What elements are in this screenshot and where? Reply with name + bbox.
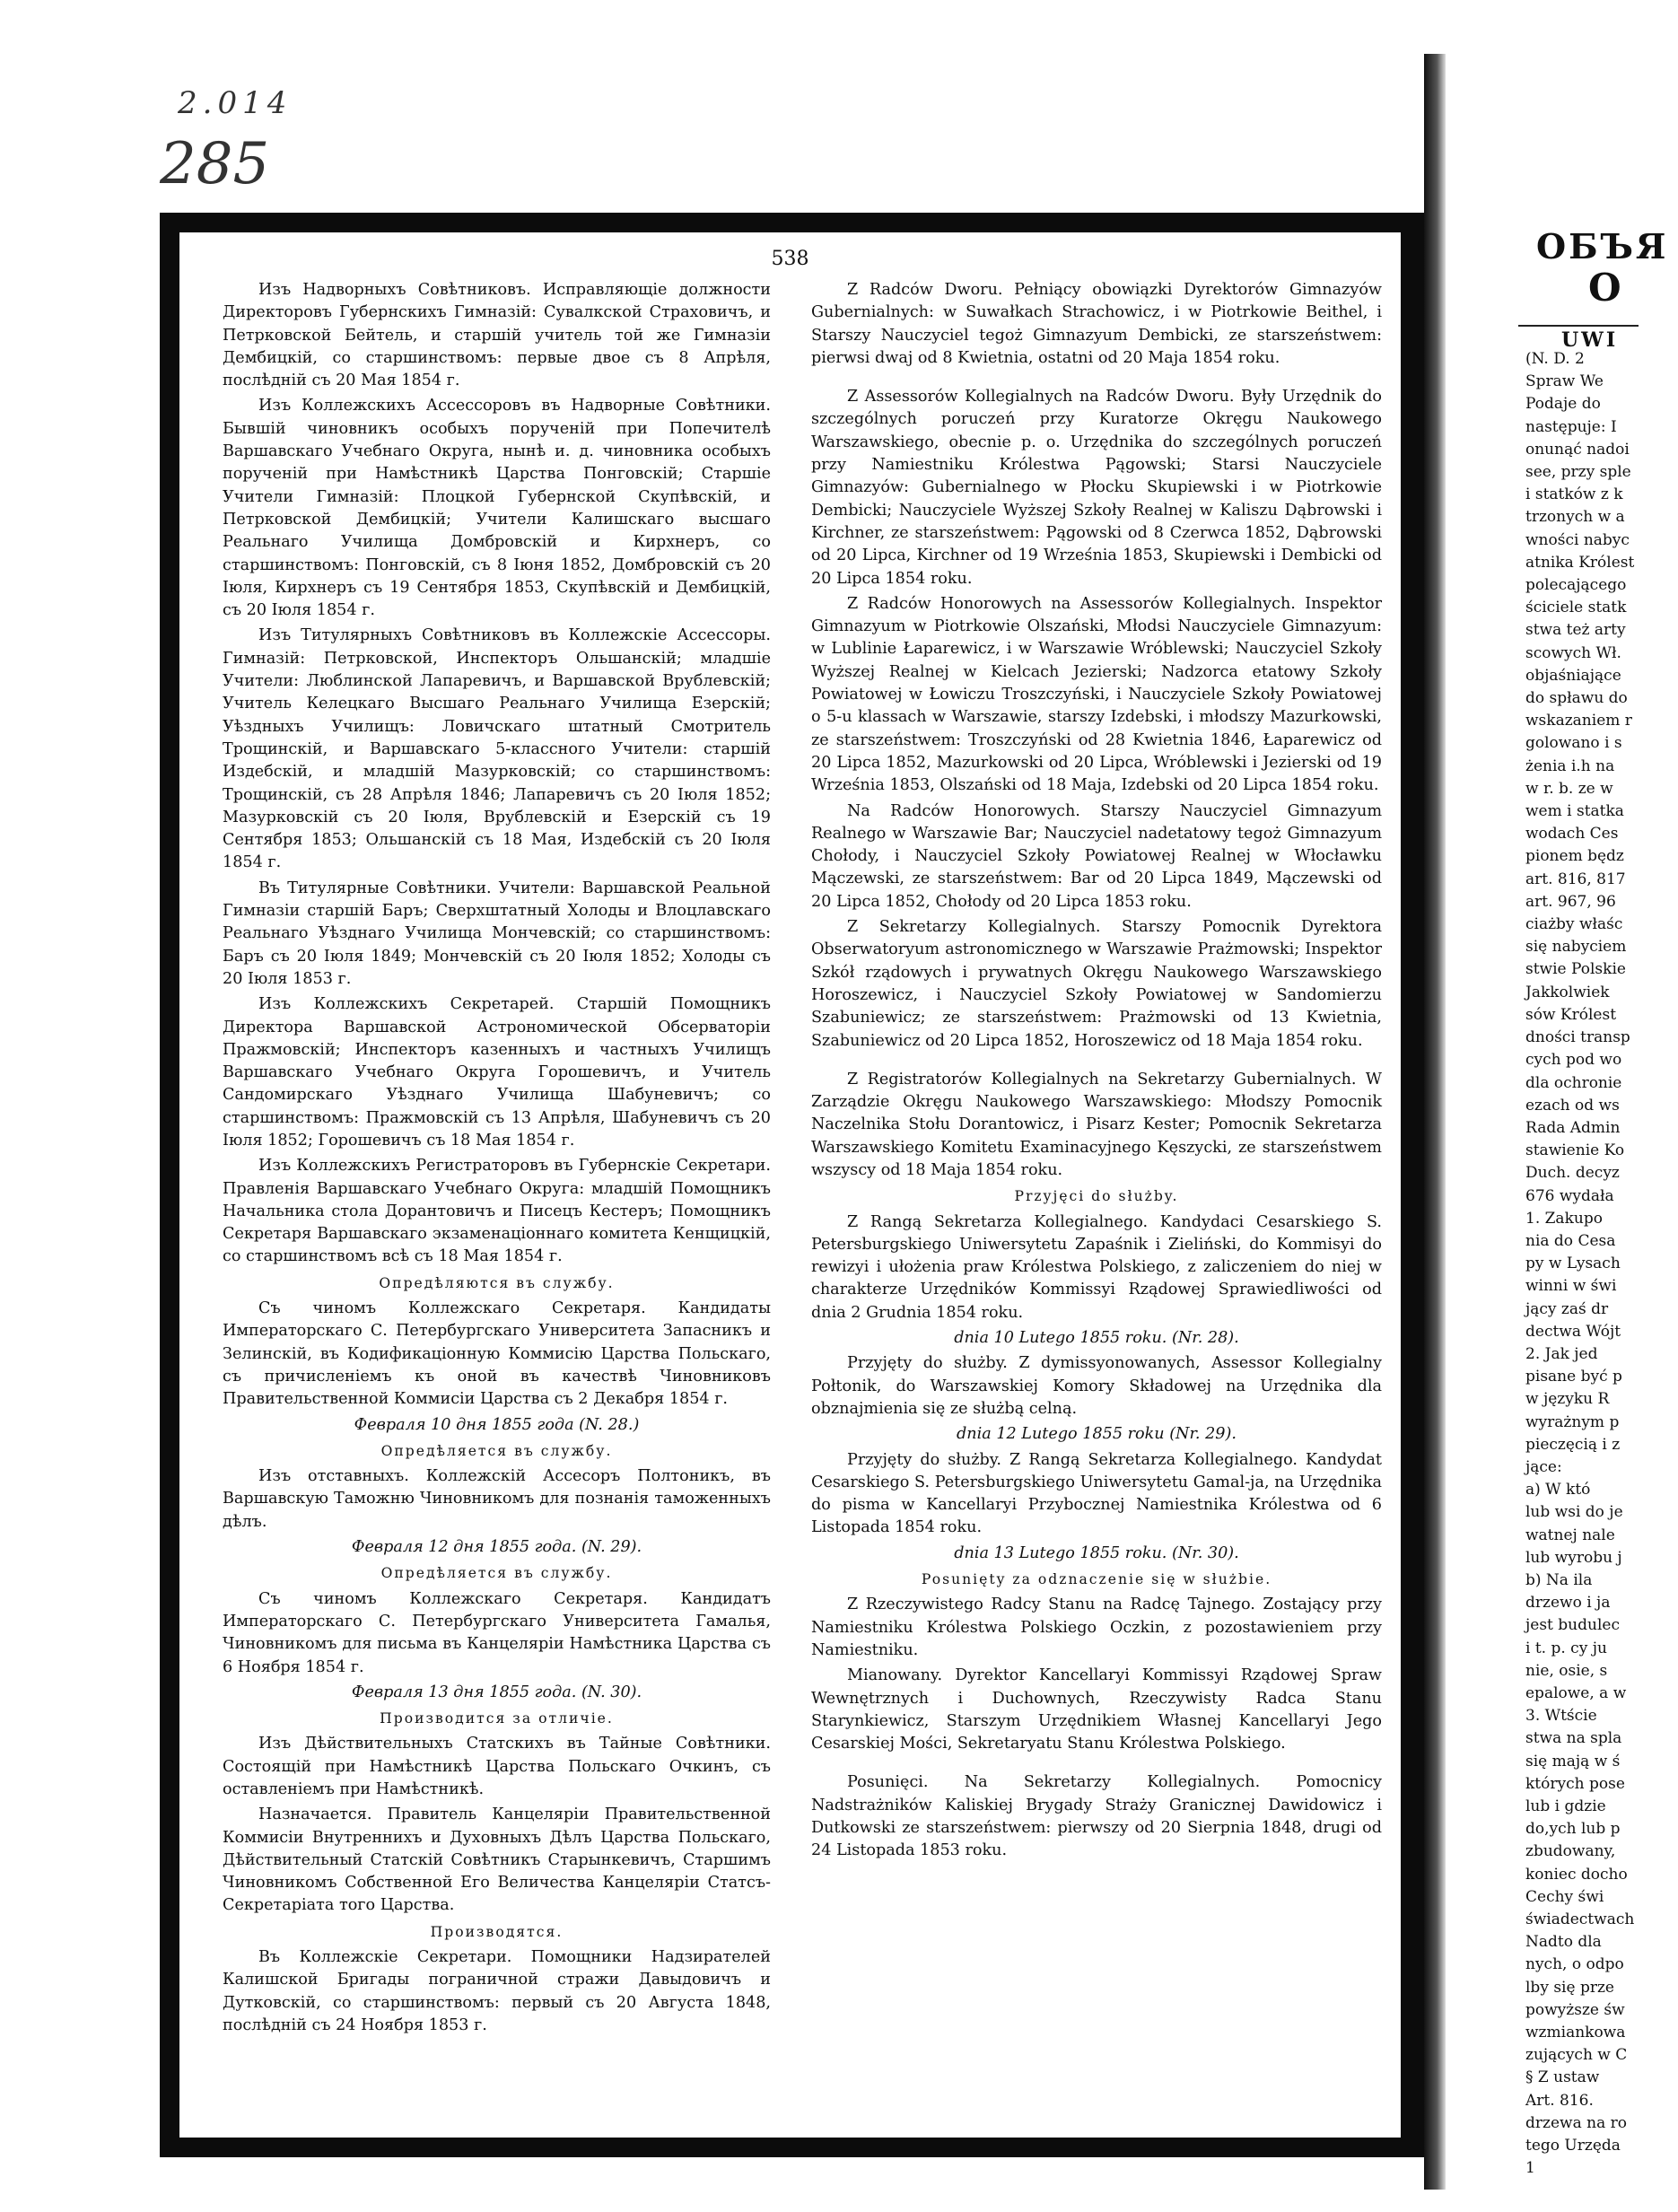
paragraph: Съ чиномъ Коллежскаго Секретаря. Кандидаты Императорскаго С. Петербургскаго Университета Запасникъ и Зелинскій, въ Кодификаціонную Коммисію Царства Польскаго, съ причисленіемъ къ оной въ качествѣ Чиновниковъ Правительственной Коммисіи Царства съ 2 Декабря 1854 г. — [223, 1299, 771, 1409]
section-heading: Przyjęci do służby. — [1014, 1188, 1179, 1205]
page-gutter-shadow — [1424, 54, 1446, 2190]
paragraph: Въ Титулярные Совѣтники. Учители: Варшавской Реальной Гимназіи старшій Баръ; Сверхштатный Холоды и Влоцлавскаго Реальнаго Уѣзднаго Училища Мончевскій; со старшинствомъ: Баръ съ 20 Іюля 1849; Мончевскій съ 20 Іюля 1852; Холоды съ 20 Іюля 1853 г. — [223, 879, 771, 988]
paragraph: Z Radców Honorowych na Assessorów Kollegialnych. Inspektor Gimnazyum w Piotrkowie Olszański, Młodsi Nauczyciele Gimnazyum: w Lublinie Łaparewicz, i w Warszawie Wróblewski; Nauczyciel Szkoły Wyższej Realnej w Kielcach Jezierski; Nadzorca etatowy Szkoły Powiatowej w Łowiczu Troszczyński, i Nauczyciele Szkoły Powiatowej o 5-u klassach w Warszawie, starszy Izdebski, i młodszy Mazurkowski, ze starszeństwem: Troszczyński od 28 Kwietnia 1846, Łaparewicz od 20 Lipca 1852, Mazurkowski od 20 Lipca, Wróblewski i Jezierski od 19 Września 1853, Olszański od 18 Maja, Izdebski od 20 Lipca 1854 roku. — [811, 594, 1382, 795]
margin-note-top: 2.014 — [178, 85, 293, 121]
section-heading: Опредѣляется въ службу. — [380, 1565, 613, 1582]
margin-note-archive-number: 285 — [160, 131, 270, 197]
paragraph: Z Registratorów Kollegialnych na Sekretarzy Gubernialnych. W Zarządzie Okręgu Naukowego Warszawskiego: Młodszy Pomocnik Naczelnika Stołu Dorantowicz, i Pisarz Kester; Pomocnik Sekretarza Warszawskiego Komitetu Examinacyjnego Kęszycki, ze starszeństwem wszyscy od 18 Maja 1854 roku. — [811, 1070, 1382, 1179]
paragraph: Въ Коллежскіе Секретари. Помощники Надзирателей Калишской Бригады пограничной стражи Давыдовичъ и Дутковскій, со старшинствомъ: первый съ 20 Августа 1848, послѣдній съ 24 Ноября 1853 г. — [223, 1948, 771, 2034]
decree-date: dnia 12 Lutego 1855 roku (Nr. 29). — [957, 1425, 1237, 1444]
paragraph: Na Radców Honorowych. Starszy Nauczyciel Gimnazyum Realnego w Warszawie Bar; Nauczyciel nadetatowy tegoż Gimnazyum Chołody, i Nauczyciel Szkoły Powiatowej Realnej w Włocławku Mączewski, ze starszeństwem: Bar od 20 Lipca 1849, Mączewski od 20 Lipca 1852, Chołody od 20 Lipca 1853 roku. — [811, 801, 1382, 911]
paragraph: Z Rangą Sekretarza Kollegialnego. Kandydaci Cesarskiego S. Petersburgskiego Uniwersytetu Zapaśnik i Zieliński, do Kommisyi do rewizyi i ułożenia praw Królestwa Polskiego, z zaliczeniem do niej w charakterze Urzędników Kommissyi Rządowej Sprawiedliwości od dnia 2 Grudnia 1854 roku. — [811, 1212, 1382, 1322]
paragraph: Posunięci. Na Sekretarzy Kollegialnych. Pomocnicy Nadstrażników Kaliskiej Brygady Straży Granicznej Dawidowicz i Dutkowski ze starszeństwem: pierwszy od 20 Sierpnia 1848, drugi od 24 Listopada 1853 roku. — [811, 1773, 1382, 1860]
paragraph: Изъ Коллежскихъ Регистраторовъ въ Губернскіе Секретари. Правленія Варшавскаго Учебнаго Округа: младшій Помощникъ Начальника стола Дорантовичъ и Писецъ Кестеръ; Помощникъ Секретаря Варшавскаго экзаменаціоннаго комитета Кенщицкій, со старшинствомъ всѣ съ 18 Мая 1854 г. — [223, 1157, 771, 1266]
printed-page-frame — [160, 213, 1420, 2157]
paragraph: Изъ Коллежскихъ Ассессоровъ въ Надворные Совѣтники. Бывшій чиновникъ особыхъ порученій при Попечителѣ Варшавскаго Учебнаго Округа, нынѣ и. д. чиновника особыхъ порученій при Намѣстникѣ Царства Понговскій; Старшіе Учители Гимназій: Плоцкой Губернской Скупѣвскій, и Петрковской Дембицкій; Учители Калишскаго высшаго Реальнаго Училища Домбровскій и Кирхнеръ, со старшинствомъ: Понговскій, съ 8 Іюня 1852, Домбровскій съ 20 Іюля, Кирхнеръ съ 19 Сентября 1853, Скупѣвскій и Дембицкій, съ 20 Іюля 1854 г. — [223, 397, 771, 620]
section-heading: Опредѣляется въ службу. — [380, 1442, 613, 1459]
paragraph: Съ чиномъ Коллежскаго Секретаря. Кандидатъ Императорскаго С. Петербургскаго Университета Гамалья, Чиновникомъ для письма въ Канцеляріи Намѣстника Царства съ 6 Ноября 1854 г. — [223, 1589, 771, 1676]
section-heading: Производятся. — [430, 1923, 564, 1940]
adjacent-heading-rule — [1518, 325, 1639, 327]
decree-date: dnia 13 Lutego 1855 roku. (Nr. 30). — [954, 1543, 1239, 1562]
paragraph: Изъ Надворныхъ Совѣтниковъ. Исправляющіе должности Директоровъ Губернскихъ Гимназій: Сувалкской Страховичъ, и Петрковской Бейтель, и старшій учитель той же Гимназіи Дембицкій, со старшинствомъ: первые двое съ 8 Апрѣля, послѣдній съ 20 Мая 1854 г. — [223, 281, 771, 390]
section-heading: Производится за отличіе. — [380, 1710, 614, 1727]
polish-column — [811, 279, 1382, 1863]
adjacent-heading-line1: ОБЪЯ — [1536, 226, 1669, 267]
paragraph: Z Rzeczywistego Radcy Stanu na Radcę Tajnego. Zostający przy Namiestniku Królestwa Polskiego Oczkin, z pozostawieniem przy Namiestniku. — [811, 1596, 1382, 1659]
paragraph: Z Sekretarzy Kollegialnych. Starszy Pomocnik Dyrektora Obserwatoryum astronomicznego w Warszawie Prażmowski; Inspektor Szkół rządowych i prywatnych Okręgu Naukowego Warszawskiego Horoszewicz, i Nauczyciel Szkoły Powiatowej w Sandomierzu Szabuniewicz; ze starszeństwem: Prażmowski od 13 Kwietnia, Szabuniewicz od 20 Lipca 1852, Horoszewicz od 18 Maja 1854 roku. — [811, 918, 1382, 1050]
paragraph: Mianowany. Dyrektor Kancellaryi Kommissyi Rządowej Spraw Wewnętrznych i Duchownych, Rzeczywisty Radca Stanu Starynkiewicz, Starszym Urzędnikiem Własnej Kancellaryi Jego Cesarskiej Mości, Sekretaryatu Stanu Królestwa Polskiego. — [811, 1666, 1382, 1753]
paragraph: Изъ Дѣйствительныхъ Статскихъ въ Тайные Совѣтники. Состоящій при Намѣстникѣ Царства Польскаго Очкинъ, съ оставленіемъ при Намѣстникѣ. — [223, 1735, 771, 1798]
adjacent-page-text: (N. D. 2 Spraw We Podaje do następuje: I onunąć nadoi see, przy sple i statków z k trzonych w a wności nabyc atnika Królest polecającego ściciele statk stwa też arty scowych Wł. objaśniające do spławu do wskazaniem r golowano i s żenia i.h na w r. b. ze w wem i statka wodach Ces pionem będz art. 816, 817 art. 967, 96 ciażby właśc się nabyciem stwie Polskie Jakkolwiek sów Królest dności transp cych pod wo dla ochronie ezach od ws Rada Admin stawienie Ko Duch. decyz 676 wydała 1. Zakupo nia do Cesa py w Lysach winni w świ jący zaś dr dectwa Wójt 2. Jak jed pisane być p w języku R wyrażnym p pieczęcią i z jące: a) W któ lub wsi do je watnej nale lub wyrobu j b) Na ila drzewo i ja jest budulec i t. p. cy ju nie, osie, s epalowe, a w 3. Wtście stwa na spla się mają w ś których pose lub i gdzie do,ych lub p zbudowany, koniec docho Cechy świ świadectwach Nadto dla nych, o odpo lby się prze powyższe św wzmiankowa zujących w C § Z ustaw Art. 816. drzewa na ro tego Urzęda 1 — [1525, 350, 1635, 2178]
section-heading: Опредѣляются въ службу. — [379, 1274, 615, 1291]
decree-date: dnia 10 Lutego 1855 roku. (Nr. 28). — [954, 1329, 1239, 1348]
paragraph: Назначается. Правитель Канцеляріи Правительственной Коммисіи Внутреннихъ и Духовныхъ Дѣлъ Царства Польскаго, Дѣйствительный Статскій Совѣтникъ Старынкевичъ, Старшимъ Чиновникомъ Собственной Его Величества Канцеляріи Статсъ-Секретаріата того Царства. — [223, 1805, 771, 1915]
paragraph: Изъ отставныхъ. Коллежскій Ассесоръ Полтоникъ, въ Варшавскую Таможню Чиновникомъ для познанія таможенныхъ дѣлъ. — [223, 1467, 771, 1531]
paragraph: Z Assessorów Kollegialnych na Radców Dworu. Były Urzędnik do szczególnych poruczeń przy Kuratorze Okręgu Naukowego Warszawskiego, obecnie p. o. Urzędnika do szczególnych poruczeń przy Namiestniku Królestwa Pągowski; Starsi Nauczyciele Gimnazyów: Gubernialnego w Płocku Skupiewski i w Piotrkowie Dembicki; Nauczyciele Wyższej Szkoły Realnej w Kaliszu Dąbrowski i Kirchner, ze starszeństwem: Pągowski od 8 Czerwca 1852, Dąbrowski od 20 Lipca, Kirchner od 19 Września 1853, Skupiewski i Dembicki od 20 Lipca 1854 roku. — [811, 388, 1382, 588]
paragraph: Przyjęty do służby. Z dymissyonowanych, Assessor Kollegialny Połtonik, do Warszawskiej Komory Składowej na Urzędnika dla obznajmienia się ze służbą celną. — [811, 1354, 1382, 1418]
adjacent-heading-line2: О — [1588, 266, 1621, 310]
russian-column — [223, 279, 771, 2037]
adjacent-heading-polish: UWI — [1561, 328, 1619, 352]
decree-date: Февраля 13 дня 1855 года. (N. 30). — [351, 1683, 642, 1701]
decree-date: Февраля 12 дня 1855 года. (N. 29). — [351, 1538, 642, 1557]
paragraph: Изъ Коллежскихъ Секретарей. Старшій Помощникъ Директора Варшавской Астрономической Обсерваторіи Пражмовскій; Инспекторъ казенныхъ и частныхъ Училищъ Варшавскаго Учебнаго Округа Горошевичъ, и Учитель Сандомирскаго Уѣзднаго Училища Шабуневичъ; со старшинствомъ: Пражмовскій съ 13 Апрѣля, Шабуневичъ съ 20 Іюля 1852; Горошевичъ съ 18 Мая 1854 г. — [223, 995, 771, 1150]
paragraph: Z Radców Dworu. Pełniący obowiązki Dyrektorów Gimnazyów Gubernialnych: w Suwałkach Strachowicz, i w Piotrkowie Beithel, i Starszy Nauczyciel tegoż Gimnazyum Dembicki, ze starszeństwem: pierwsi dwaj od 8 Kwietnia, ostatni od 20 Maja 1854 roku. — [811, 281, 1382, 367]
paragraph: Przyjęty do służby. Z Rangą Sekretarza Kollegialnego. Kandydat Cesarskiego S. Petersburgskiego Uniwersytetu Gamal-ja, na Urzędnika do pisma w Kancellaryi Przybocznej Namiestnika Królestwa od 6 Listopada 1854 roku. — [811, 1450, 1382, 1537]
paragraph: Изъ Титулярныхъ Совѣтниковъ въ Коллежскіе Ассессоры. Гимназій: Петрковской, Инспекторъ Ольшанскій; младшіе Учители: Люблинской Лапаревичъ, и Варшавской Врублевскій; Учитель Келецкаго Высшаго Реальнаго Училища Езерскій; Уѣздныхъ Училищъ: Ловичскаго штатный Смотритель Трощинскій, и Варшавскаго 5-классного Учители: старшій Издебскій, и младшій Мазурковскій; со старшинствомъ: Трощинскій, съ 28 Апрѣля 1846; Лапаревичъ съ 20 Іюля 1852; Мазурковскій съ 20 Іюля, Врублевскій и Езерскій съ 19 Сентября 1853; Ольшанскій съ 18 Мая, Издебскій съ 20 Іюля 1854 г. — [223, 626, 771, 872]
section-heading: Posunięty za odznaczenie się w służbie. — [921, 1571, 1272, 1588]
page-number: 538 — [771, 248, 809, 270]
decree-date: Февраля 10 дня 1855 года (N. 28.) — [354, 1415, 640, 1434]
